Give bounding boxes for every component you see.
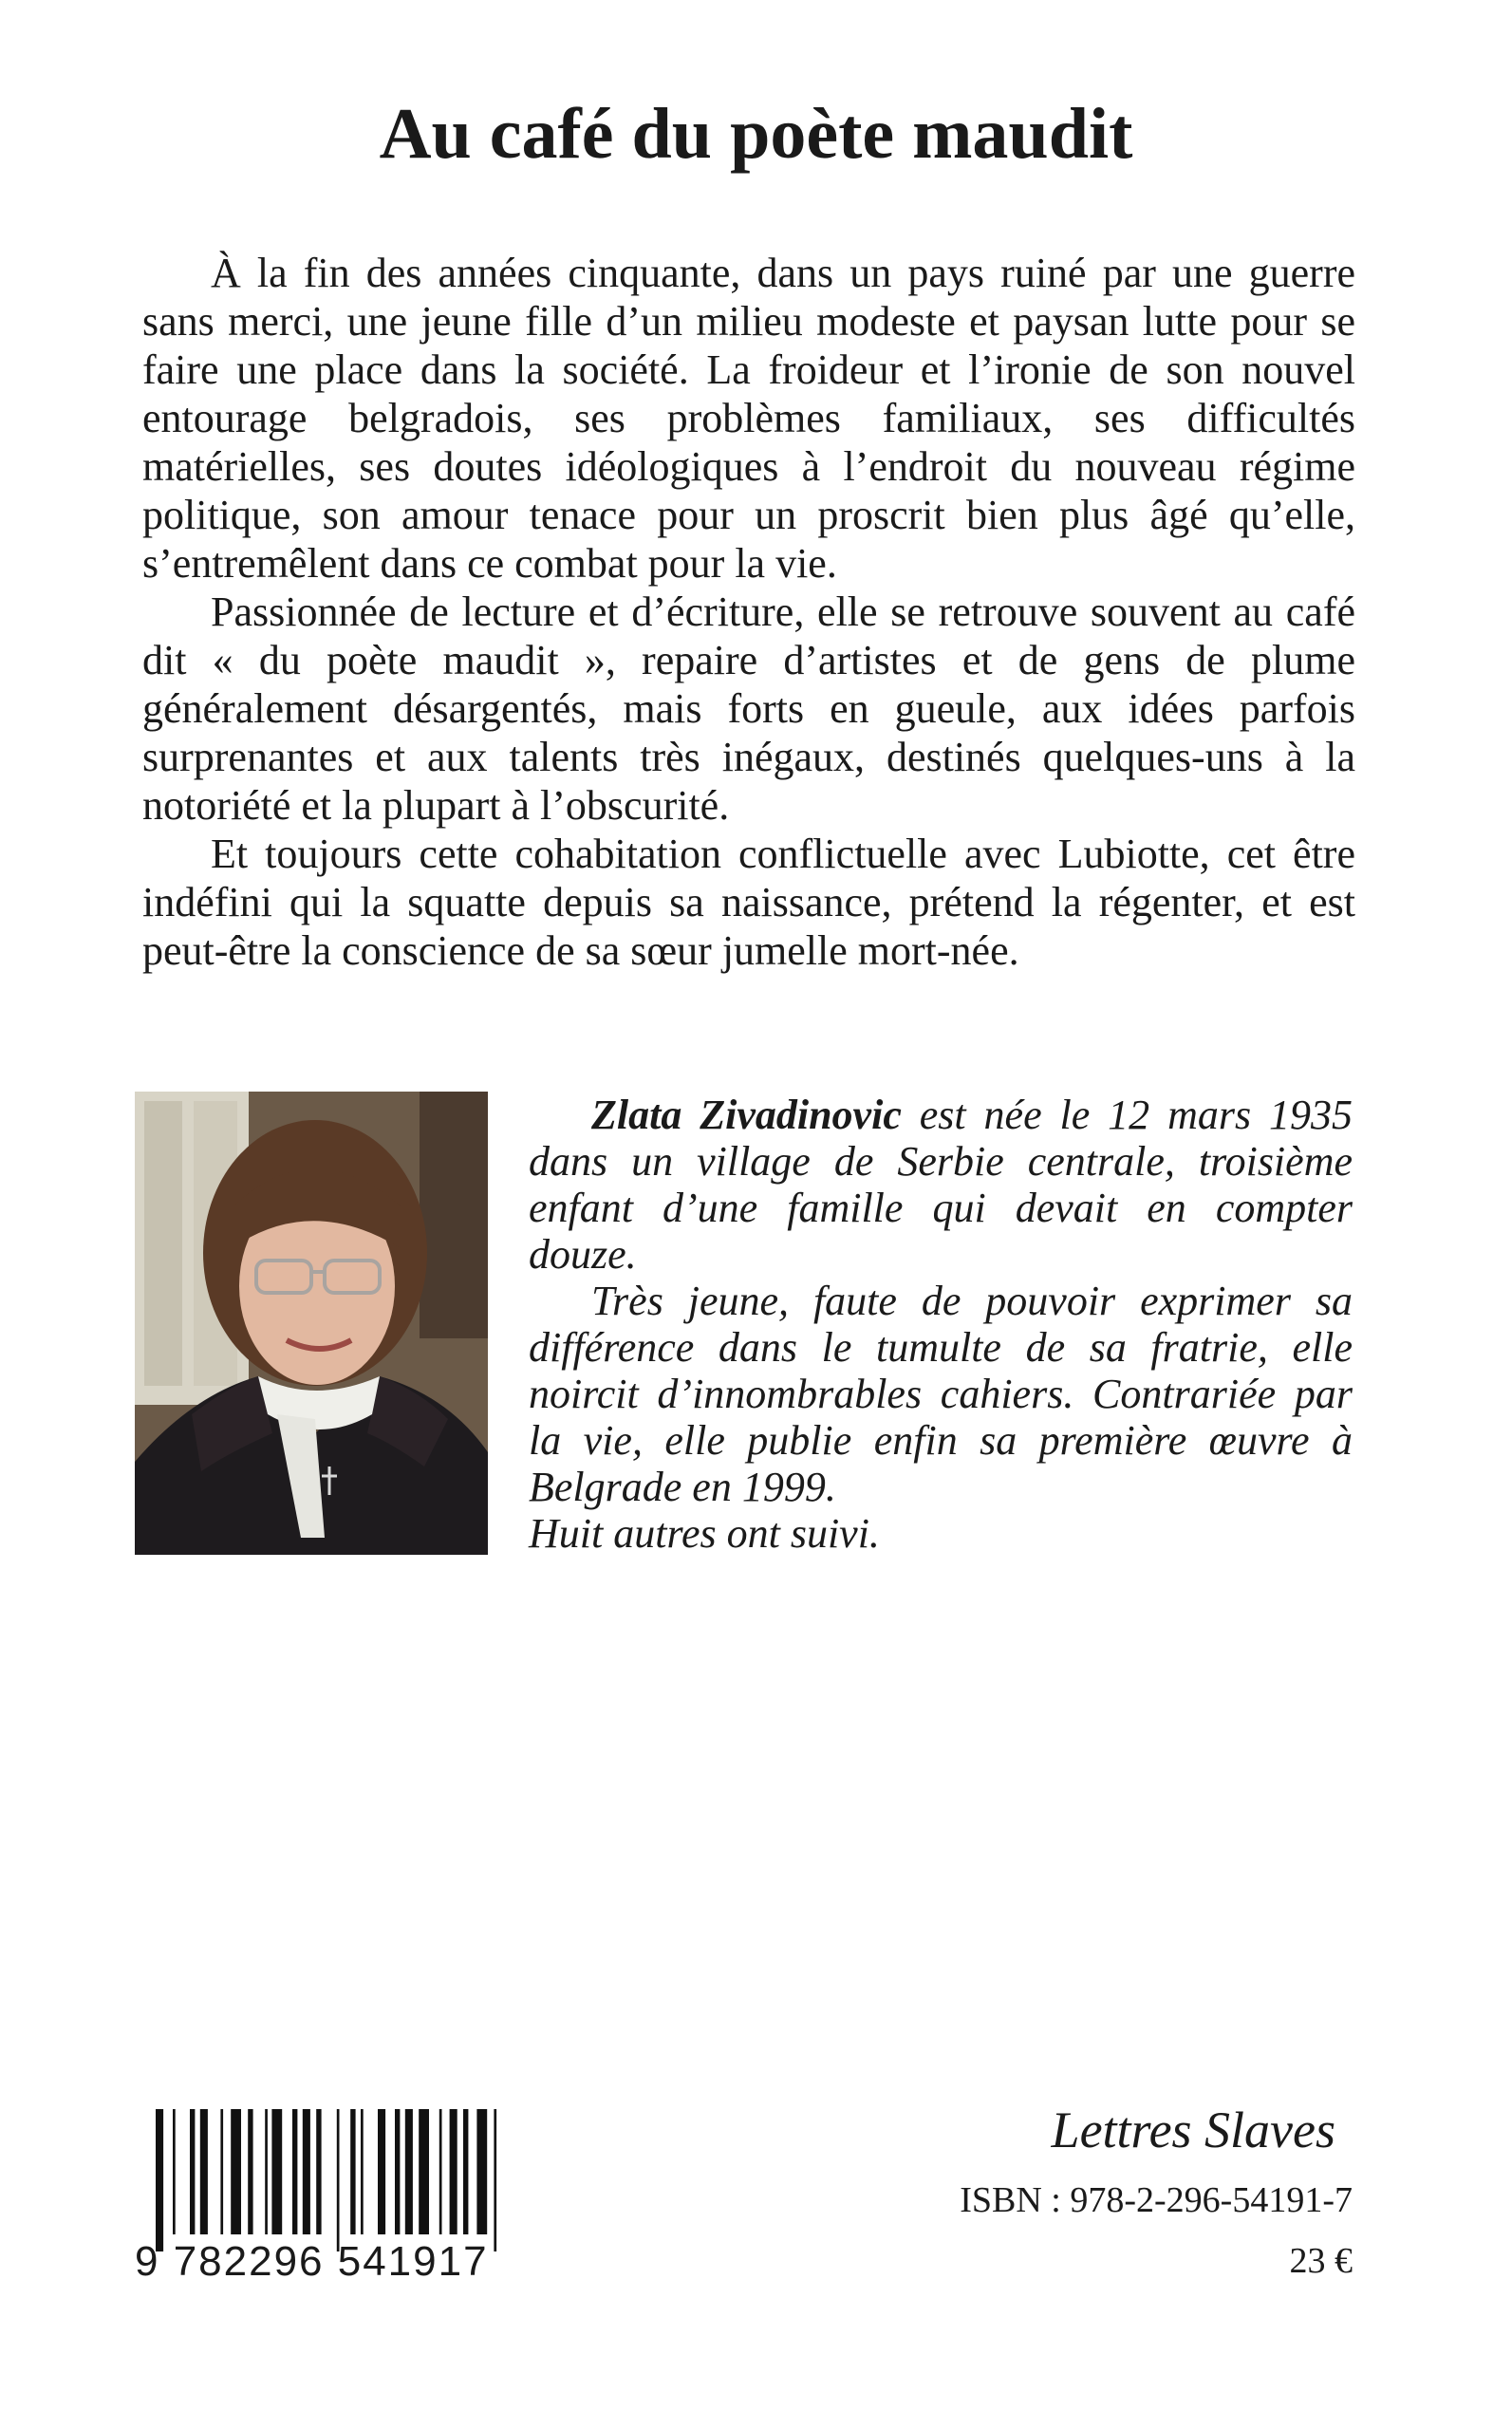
barcode-bar xyxy=(439,2109,442,2234)
price: 23 € xyxy=(1289,2241,1353,2281)
bio-paragraph: Très jeune, faute de pouvoir exprimer sa différence dans le tumulte de sa fratrie, elle noircit d’innombrables cahiers. Contrariée par la vie, elle publie enfin sa première œuvre à Belgrade en 1999. xyxy=(529,1278,1353,1510)
barcode-bar xyxy=(231,2109,241,2234)
barcode-bar xyxy=(395,2109,400,2234)
synopsis-paragraph: Passionnée de lecture et d’écriture, elle se retrouve souvent au café dit « du poète maudit », repaire d’artistes et de gens de plume généralement désargentés, mais forts en gueule, aux idées parfois surprenantes et aux talents très inégaux, destinés quelques-uns à la notoriété et la plupart à l’obscurité. xyxy=(142,588,1355,829)
barcode-bar xyxy=(316,2109,321,2234)
barcode-bar xyxy=(450,2109,457,2234)
synopsis xyxy=(142,249,1355,975)
barcode-bar xyxy=(494,2109,496,2251)
barcode-bar xyxy=(248,2109,252,2234)
barcode-bar xyxy=(292,2109,297,2234)
bio-paragraph xyxy=(529,1092,1353,1278)
bio-intro: est née le 12 mars 1935 dans un village de Serbie centrale, troisième enfant d’une famille qui devait en compter douze. xyxy=(529,1092,1353,1278)
series-name: Lettres Slaves xyxy=(1051,2102,1335,2158)
barcode-bar xyxy=(463,2109,468,2234)
barcode-bar xyxy=(156,2109,163,2251)
author-bio xyxy=(529,1092,1353,1557)
barcode-bar xyxy=(378,2109,385,2234)
synopsis-paragraph: Et toujours cette cohabitation conflictuelle avec Lubiotte, cet être indéfini qui la squatte depuis sa naissance, prétend la régenter, et est peut-être la conscience de sa sœur jumelle mort-née. xyxy=(142,831,1355,974)
barcode-bar xyxy=(405,2109,413,2234)
barcode-bar xyxy=(303,2109,310,2234)
barcode-bar xyxy=(476,2109,487,2234)
barcode xyxy=(135,2109,552,2251)
barcode-bar xyxy=(173,2109,176,2234)
barcode-digits: 9 782296 541917 xyxy=(135,2238,489,2285)
barcode-bar xyxy=(220,2109,223,2234)
synopsis-paragraph: À la fin des années cinquante, dans un pays ruiné par une guerre sans merci, une jeune fille d’un milieu modeste et paysan lutte pour se faire une place dans la société. La froideur et l’ironie de son nouvel entourage belgradois, ses problèmes familiaux, ses difficultés matérielles, ses doutes idéologiques à l’endroit du nouveau régime politique, son amour tenace pour un proscrit bien plus âgé qu’elle, s’entremêlent dans ce combat pour la vie. xyxy=(142,250,1355,587)
barcode-bar xyxy=(350,2109,355,2234)
barcode-bar xyxy=(419,2109,429,2234)
barcode-bar xyxy=(271,2109,282,2234)
book-title: Au café du poète maudit xyxy=(379,94,1133,174)
barcode-bar xyxy=(200,2109,208,2234)
author-name: Zlata Zivadinovic xyxy=(591,1092,902,1138)
barcode-bar xyxy=(265,2109,268,2234)
barcode-bar xyxy=(190,2109,195,2234)
isbn: ISBN : 978-2-296-54191-7 xyxy=(960,2180,1353,2220)
barcode-bar xyxy=(361,2109,364,2234)
bio-paragraph: Huit autres ont suivi. xyxy=(529,1510,880,1557)
author-photo xyxy=(135,1092,488,1555)
barcode-bar xyxy=(337,2109,340,2251)
